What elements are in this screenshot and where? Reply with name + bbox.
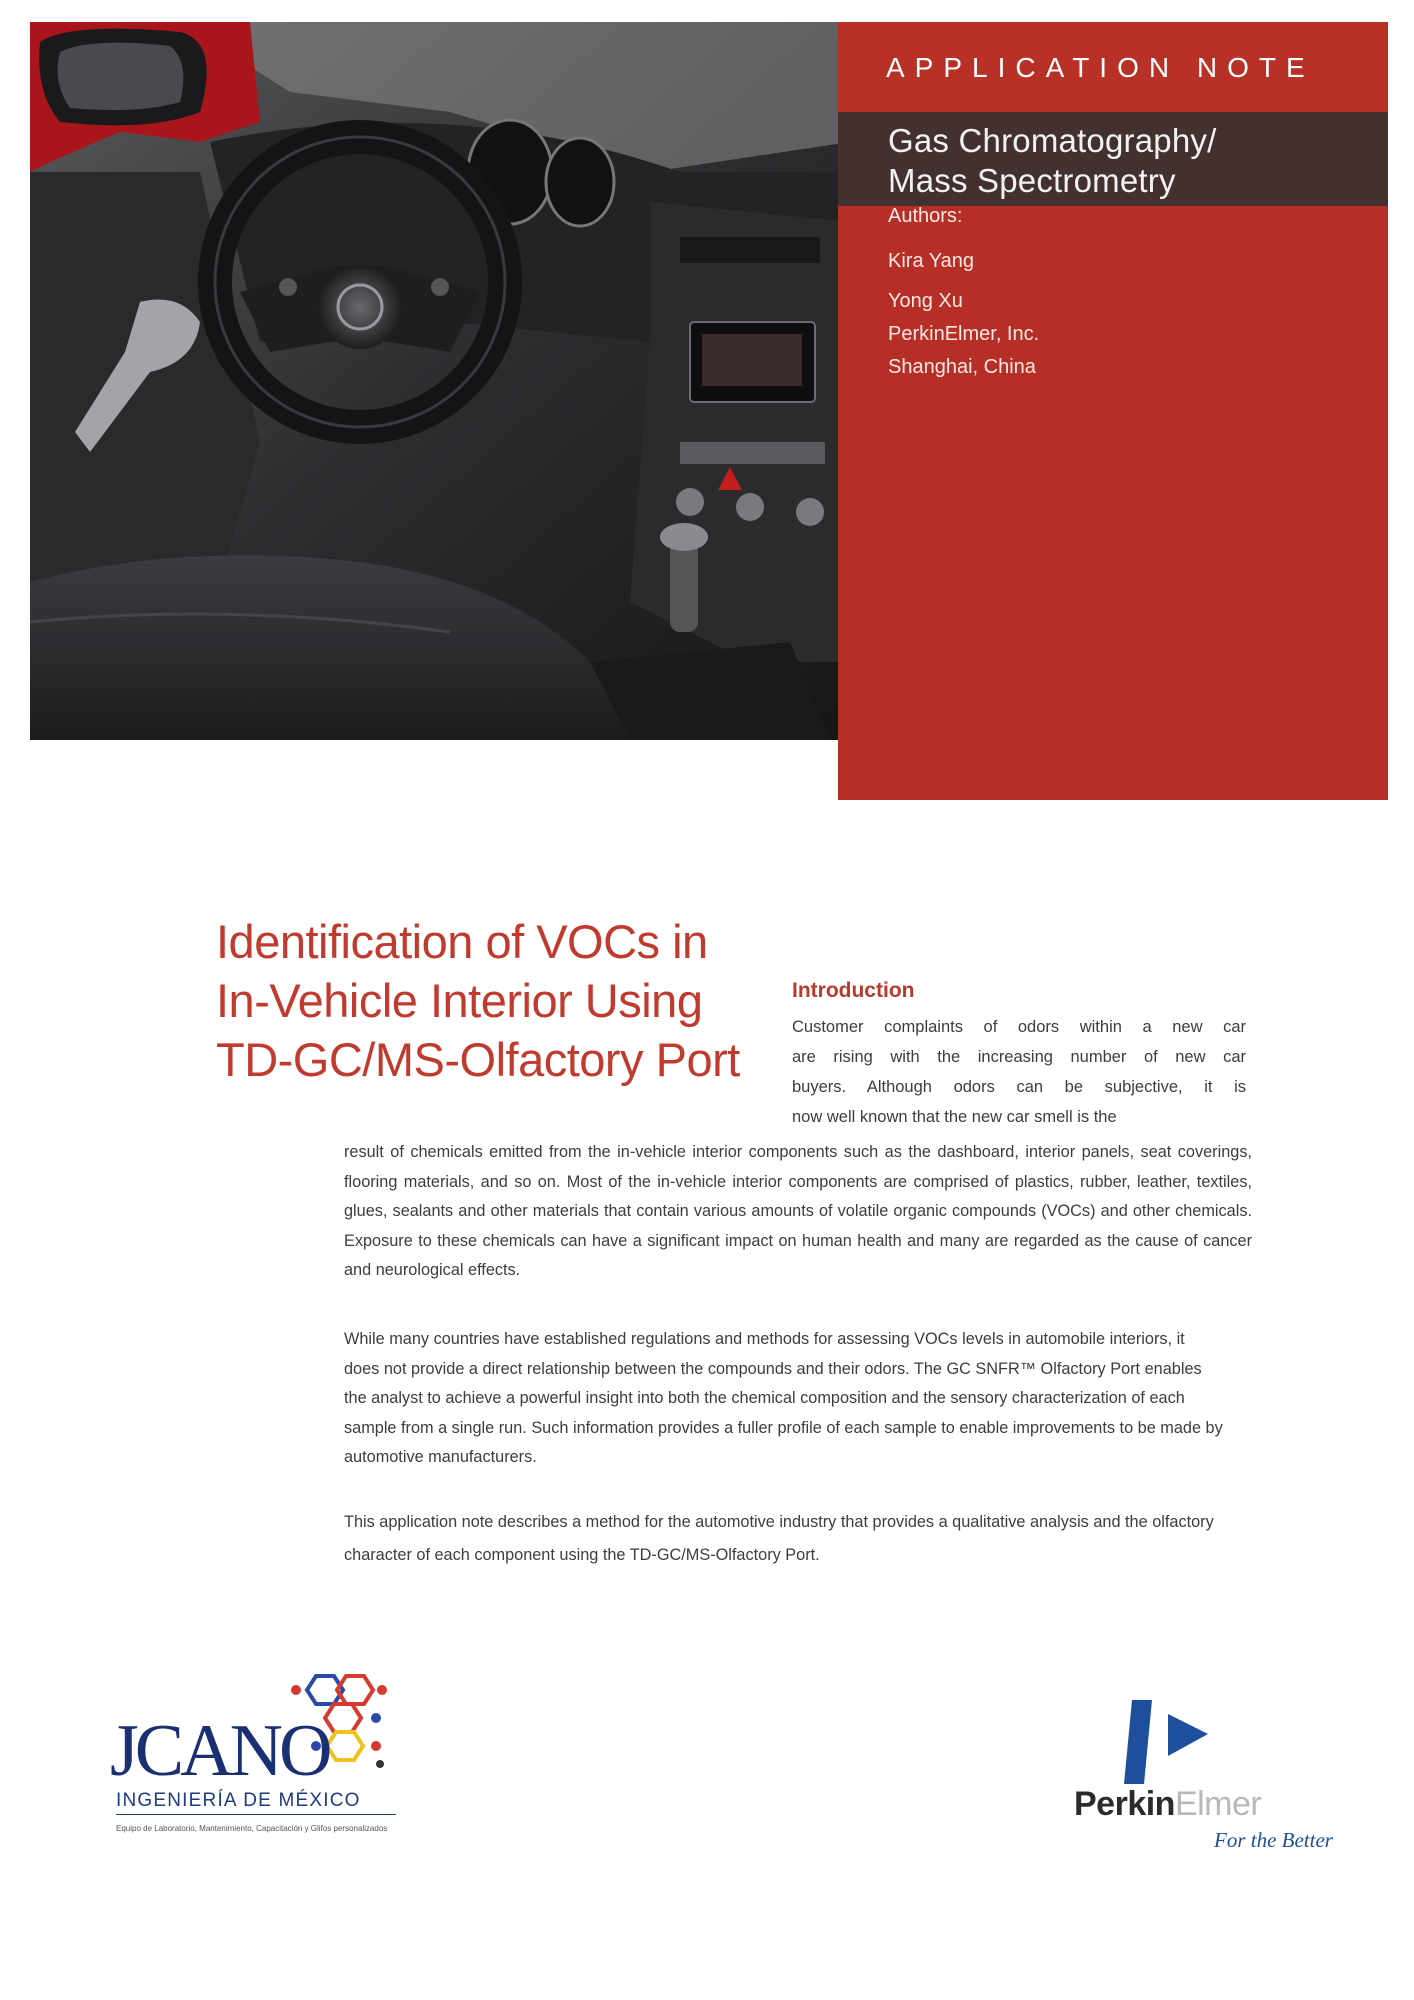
author-name: Yong Xu <box>888 290 963 312</box>
car-interior-illustration <box>30 22 850 740</box>
author-location: Shanghai, China <box>888 356 1036 378</box>
hero-car-interior-photo <box>30 22 850 740</box>
document-title <box>216 912 786 1089</box>
intro-paragraph-3: This application note describes a method for the automotive industry that provides a qualitative analysis and the olfactory character of each component using the TD-GC/MS-Olfactory Port. <box>344 1513 1214 1564</box>
intro-lead-line: now well known that the new car smell is the <box>792 1108 1117 1126</box>
introduction-lead <box>792 1012 1246 1132</box>
application-note-banner <box>838 22 1388 112</box>
perkinelmer-wordmark-light: Elmer <box>1174 1785 1262 1823</box>
author-affiliation: PerkinElmer, Inc. <box>888 323 1040 345</box>
title-line: Identification of VOCs in <box>216 915 708 968</box>
technique-line-1: Gas Chromatography/ <box>888 122 1217 159</box>
introduction-heading: Introduction <box>792 979 915 1002</box>
intro-paragraph-2: While many countries have established regulations and methods for assessing VOCs levels in automobile interiors, it does not provide a direct relationship between the compounds and their odors. The GC SNFR™ Olfactory Port enables the analyst to achieve a powerful insight into both the chemical composition and the sensory characterization of each sample from a single run. Such information provides a fuller profile of each sample to enable improvements to be made by automotive manufacturers. <box>344 1330 1223 1466</box>
intro-paragraph-1: result of chemicals emitted from the in-vehicle interior components such as the dashboard, interior panels, seat coverings, flooring materials, and so on. Most of the in-vehicle interior components are comprised of plastics, rubber, leather, textiles, glues, sealants and other materials that contain various amounts of volatile organic compounds (VOCs) and other chemicals. Exposure to these chemicals can have a significant impact on human health and many are regarded as the cause of cancer and neurological effects. <box>344 1143 1252 1279</box>
perkinelmer-tagline: For the Better <box>1214 1828 1333 1852</box>
jcano-subtitle: INGENIERÍA DE MÉXICO <box>116 1790 396 1815</box>
perkinelmer-wordmark-bold: Perkin <box>1074 1785 1175 1823</box>
intro-lead-line: buyers. Although odors can be subjective, it is <box>792 1078 1246 1096</box>
application-note-label: APPLICATION NOTE <box>886 52 1315 83</box>
jcano-wordmark: JCANO <box>110 1710 329 1792</box>
perkinelmer-mark-icon <box>1124 1700 1234 1784</box>
technique-banner <box>838 112 1388 206</box>
author-name: Kira Yang <box>888 250 974 272</box>
technique-line-2: Mass Spectrometry <box>888 162 1176 199</box>
title-line: In-Vehicle Interior Using <box>216 974 703 1027</box>
perkinelmer-logo <box>1074 1700 1354 1850</box>
intro-lead-line: Customer complaints of odors within a new car <box>792 1018 1246 1036</box>
authors-heading: Authors: <box>888 205 963 227</box>
intro-lead-line: are rising with the increasing number of new car <box>792 1048 1246 1066</box>
jcano-logo <box>106 1668 406 1844</box>
jcano-tagline: Equipo de Laboratorio, Mantenimiento, Capacitación y Glifos personalizados <box>116 1824 388 1833</box>
perkinelmer-wordmark <box>1074 1785 1261 1824</box>
title-line: TD-GC/MS-Olfactory Port <box>216 1033 740 1086</box>
